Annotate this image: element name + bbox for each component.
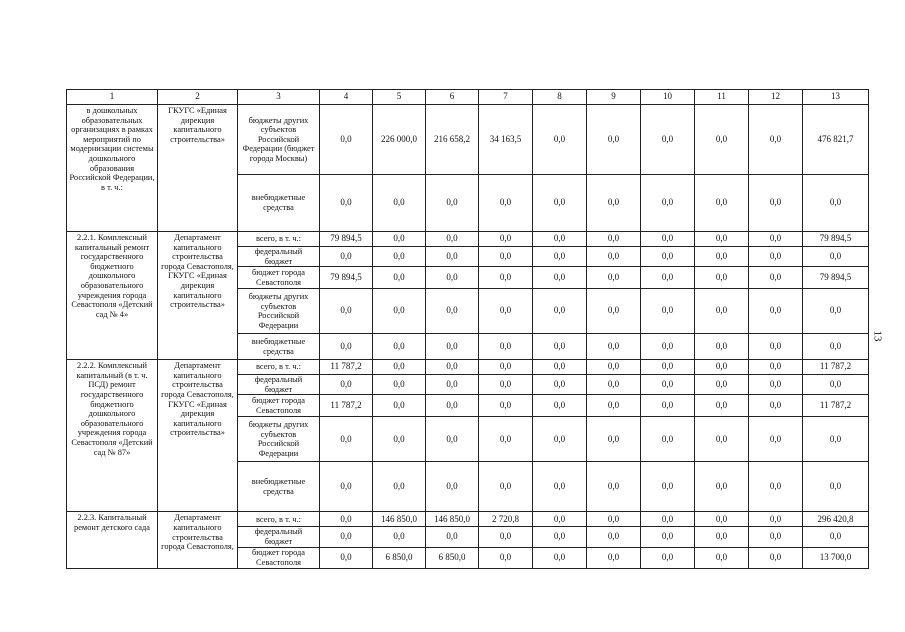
executor-cell: Департамент капитального строительства города Севастополя, ГКУГС «Единая дирекция капитального строительства» <box>158 232 238 360</box>
header-cell: 7 <box>479 90 533 105</box>
value-cell: 0,0 <box>373 334 426 360</box>
measure-name-cell: 2.2.1. Комплексный капитальный ремонт государственного бюджетного дошкольного образовательного учреждения города Севастополя «Детский сад № 4» <box>67 232 158 360</box>
value-cell: 0,0 <box>373 267 426 289</box>
value-cell: 0,0 <box>695 334 749 360</box>
value-cell: 0,0 <box>479 375 533 395</box>
value-cell: 0,0 <box>479 547 533 568</box>
value-cell: 0,0 <box>803 247 869 267</box>
value-cell: 0,0 <box>749 375 803 395</box>
value-cell: 0,0 <box>803 334 869 360</box>
value-cell: 0,0 <box>426 527 479 547</box>
value-cell: 0,0 <box>749 334 803 360</box>
value-cell: 0,0 <box>641 334 695 360</box>
value-cell: 0,0 <box>479 247 533 267</box>
value-cell: 0,0 <box>533 512 587 527</box>
value-cell: 0,0 <box>749 232 803 247</box>
value-cell: 0,0 <box>641 375 695 395</box>
value-cell: 0,0 <box>320 547 373 568</box>
value-cell: 476 821,7 <box>803 105 869 175</box>
executor-cell: ГКУГС «Единая дирекция капитального строительства» <box>158 105 238 232</box>
header-cell: 3 <box>238 90 320 105</box>
value-cell: 0,0 <box>587 289 641 334</box>
funding-source-cell: бюджет города Севастополя <box>238 267 320 289</box>
table-row <box>67 360 869 375</box>
value-cell: 0,0 <box>533 175 587 232</box>
funding-source-cell: федеральный бюджет <box>238 375 320 395</box>
value-cell: 296 420,8 <box>803 512 869 527</box>
value-cell: 0,0 <box>533 547 587 568</box>
funding-source-cell: всего, в т. ч.: <box>238 232 320 247</box>
value-cell: 0,0 <box>426 289 479 334</box>
value-cell: 0,0 <box>695 462 749 512</box>
header-cell: 10 <box>641 90 695 105</box>
value-cell: 0,0 <box>533 267 587 289</box>
value-cell: 0,0 <box>749 247 803 267</box>
value-cell: 0,0 <box>749 360 803 375</box>
funding-source-cell: бюджет города Севастополя <box>238 395 320 417</box>
value-cell: 0,0 <box>695 267 749 289</box>
value-cell: 0,0 <box>479 462 533 512</box>
value-cell: 0,0 <box>641 247 695 267</box>
value-cell: 0,0 <box>587 462 641 512</box>
header-cell: 9 <box>587 90 641 105</box>
value-cell: 0,0 <box>695 175 749 232</box>
value-cell: 0,0 <box>641 289 695 334</box>
value-cell: 6 850,0 <box>373 547 426 568</box>
funding-source-cell: бюджеты других субъектов Российской Федерации <box>238 289 320 334</box>
value-cell: 11 787,2 <box>320 395 373 417</box>
value-cell: 0,0 <box>533 375 587 395</box>
header-cell: 5 <box>373 90 426 105</box>
funding-source-cell: внебюджетные средства <box>238 462 320 512</box>
value-cell: 0,0 <box>695 395 749 417</box>
value-cell: 0,0 <box>803 417 869 462</box>
value-cell: 0,0 <box>320 527 373 547</box>
value-cell: 0,0 <box>749 395 803 417</box>
value-cell: 216 658,2 <box>426 105 479 175</box>
value-cell: 146 850,0 <box>426 512 479 527</box>
value-cell: 0,0 <box>587 512 641 527</box>
value-cell: 2 720,8 <box>479 512 533 527</box>
header-cell: 12 <box>749 90 803 105</box>
header-row <box>67 90 869 105</box>
value-cell: 0,0 <box>587 547 641 568</box>
funding-source-cell: бюджет города Севастополя <box>238 547 320 568</box>
value-cell: 0,0 <box>533 360 587 375</box>
value-cell: 0,0 <box>533 289 587 334</box>
value-cell: 0,0 <box>695 247 749 267</box>
value-cell: 0,0 <box>641 462 695 512</box>
value-cell: 0,0 <box>587 375 641 395</box>
value-cell: 0,0 <box>587 247 641 267</box>
value-cell: 13 700,0 <box>803 547 869 568</box>
value-cell: 0,0 <box>641 360 695 375</box>
value-cell: 79 894,5 <box>320 267 373 289</box>
value-cell: 0,0 <box>749 105 803 175</box>
page-number: 13 <box>871 330 884 342</box>
budget-table <box>66 89 869 569</box>
value-cell: 0,0 <box>320 375 373 395</box>
value-cell: 0,0 <box>587 360 641 375</box>
measure-name-cell: в дошкольных образовательных организациях в рамках мероприятий по модернизации системы дошкольного образования Российской Федерации, в т. ч.: <box>67 105 158 232</box>
value-cell: 0,0 <box>426 417 479 462</box>
value-cell: 0,0 <box>587 232 641 247</box>
value-cell: 0,0 <box>533 462 587 512</box>
value-cell: 0,0 <box>641 417 695 462</box>
value-cell: 0,0 <box>373 395 426 417</box>
value-cell: 0,0 <box>695 375 749 395</box>
value-cell: 146 850,0 <box>373 512 426 527</box>
value-cell: 0,0 <box>749 289 803 334</box>
value-cell: 0,0 <box>479 334 533 360</box>
value-cell: 0,0 <box>320 247 373 267</box>
value-cell: 226 000,0 <box>373 105 426 175</box>
value-cell: 0,0 <box>749 462 803 512</box>
value-cell: 0,0 <box>749 547 803 568</box>
value-cell: 0,0 <box>373 462 426 512</box>
value-cell: 0,0 <box>426 375 479 395</box>
value-cell: 11 787,2 <box>320 360 373 375</box>
value-cell: 79 894,5 <box>320 232 373 247</box>
table-body <box>67 90 869 569</box>
value-cell: 0,0 <box>320 289 373 334</box>
value-cell: 0,0 <box>426 232 479 247</box>
value-cell: 0,0 <box>426 175 479 232</box>
value-cell: 0,0 <box>695 360 749 375</box>
value-cell: 0,0 <box>373 175 426 232</box>
funding-source-cell: федеральный бюджет <box>238 527 320 547</box>
value-cell: 0,0 <box>320 462 373 512</box>
value-cell: 0,0 <box>533 105 587 175</box>
value-cell: 0,0 <box>803 462 869 512</box>
value-cell: 0,0 <box>587 395 641 417</box>
value-cell: 0,0 <box>373 375 426 395</box>
value-cell: 0,0 <box>695 512 749 527</box>
value-cell: 79 894,5 <box>803 232 869 247</box>
value-cell: 11 787,2 <box>803 395 869 417</box>
value-cell: 0,0 <box>587 105 641 175</box>
value-cell: 34 163,5 <box>479 105 533 175</box>
value-cell: 0,0 <box>479 175 533 232</box>
value-cell: 0,0 <box>641 232 695 247</box>
value-cell: 0,0 <box>695 417 749 462</box>
header-cell: 8 <box>533 90 587 105</box>
value-cell: 0,0 <box>695 547 749 568</box>
value-cell: 0,0 <box>641 512 695 527</box>
value-cell: 0,0 <box>373 527 426 547</box>
header-cell: 11 <box>695 90 749 105</box>
value-cell: 0,0 <box>695 527 749 547</box>
value-cell: 0,0 <box>479 289 533 334</box>
value-cell: 0,0 <box>587 175 641 232</box>
value-cell: 0,0 <box>533 334 587 360</box>
header-cell: 6 <box>426 90 479 105</box>
value-cell: 0,0 <box>749 527 803 547</box>
header-cell: 1 <box>67 90 158 105</box>
value-cell: 0,0 <box>533 417 587 462</box>
table-row <box>67 105 869 175</box>
value-cell: 0,0 <box>641 105 695 175</box>
value-cell: 0,0 <box>695 289 749 334</box>
value-cell: 0,0 <box>320 417 373 462</box>
value-cell: 0,0 <box>749 267 803 289</box>
value-cell: 0,0 <box>803 527 869 547</box>
funding-source-cell: всего, в т. ч.: <box>238 512 320 527</box>
funding-source-cell: внебюджетные средства <box>238 334 320 360</box>
executor-cell: Департамент капитального строительства города Севастополя, <box>158 512 238 568</box>
funding-source-cell: внебюджетные средства <box>238 175 320 232</box>
value-cell: 0,0 <box>533 395 587 417</box>
value-cell: 0,0 <box>641 175 695 232</box>
value-cell: 0,0 <box>533 527 587 547</box>
value-cell: 0,0 <box>426 395 479 417</box>
table-row <box>67 512 869 527</box>
value-cell: 0,0 <box>803 289 869 334</box>
value-cell: 0,0 <box>426 334 479 360</box>
value-cell: 0,0 <box>641 267 695 289</box>
measure-name-cell: 2.2.3. Капитальный ремонт детского сада <box>67 512 158 568</box>
value-cell: 0,0 <box>373 417 426 462</box>
value-cell: 0,0 <box>373 247 426 267</box>
value-cell: 11 787,2 <box>803 360 869 375</box>
value-cell: 0,0 <box>373 289 426 334</box>
value-cell: 0,0 <box>803 375 869 395</box>
value-cell: 0,0 <box>479 360 533 375</box>
value-cell: 0,0 <box>320 105 373 175</box>
value-cell: 0,0 <box>373 232 426 247</box>
value-cell: 0,0 <box>695 232 749 247</box>
value-cell: 0,0 <box>749 417 803 462</box>
value-cell: 0,0 <box>587 334 641 360</box>
executor-cell: Департамент капитального строительства города Севастополя, ГКУГС «Единая дирекция капитального строительства» <box>158 360 238 512</box>
value-cell: 0,0 <box>587 417 641 462</box>
value-cell: 0,0 <box>373 360 426 375</box>
value-cell: 0,0 <box>320 334 373 360</box>
value-cell: 0,0 <box>749 175 803 232</box>
header-cell: 4 <box>320 90 373 105</box>
funding-source-cell: бюджеты других субъектов Российской Федерации <box>238 417 320 462</box>
measure-name-cell: 2.2.2. Комплексный капитальный (в т. ч. ПСД) ремонт государственного бюджетного дошкольного образовательного учреждения города Севастополя «Детский сад № 87» <box>67 360 158 512</box>
value-cell: 0,0 <box>641 395 695 417</box>
funding-source-cell: федеральный бюджет <box>238 247 320 267</box>
funding-source-cell: бюджеты других субъектов Российской Федерации (бюджет города Москвы) <box>238 105 320 175</box>
value-cell: 0,0 <box>479 267 533 289</box>
value-cell: 0,0 <box>587 527 641 547</box>
value-cell: 0,0 <box>426 462 479 512</box>
value-cell: 0,0 <box>479 417 533 462</box>
value-cell: 0,0 <box>587 267 641 289</box>
value-cell: 0,0 <box>803 175 869 232</box>
table-row <box>67 232 869 247</box>
value-cell: 6 850,0 <box>426 547 479 568</box>
value-cell: 0,0 <box>426 247 479 267</box>
value-cell: 0,0 <box>479 527 533 547</box>
value-cell: 0,0 <box>533 247 587 267</box>
value-cell: 0,0 <box>426 267 479 289</box>
value-cell: 79 894,5 <box>803 267 869 289</box>
header-cell: 13 <box>803 90 869 105</box>
value-cell: 0,0 <box>479 395 533 417</box>
funding-source-cell: всего, в т. ч.: <box>238 360 320 375</box>
value-cell: 0,0 <box>533 232 587 247</box>
value-cell: 0,0 <box>641 527 695 547</box>
header-cell: 2 <box>158 90 238 105</box>
value-cell: 0,0 <box>695 105 749 175</box>
value-cell: 0,0 <box>320 512 373 527</box>
value-cell: 0,0 <box>426 360 479 375</box>
value-cell: 0,0 <box>320 175 373 232</box>
value-cell: 0,0 <box>479 232 533 247</box>
value-cell: 0,0 <box>641 547 695 568</box>
value-cell: 0,0 <box>749 512 803 527</box>
